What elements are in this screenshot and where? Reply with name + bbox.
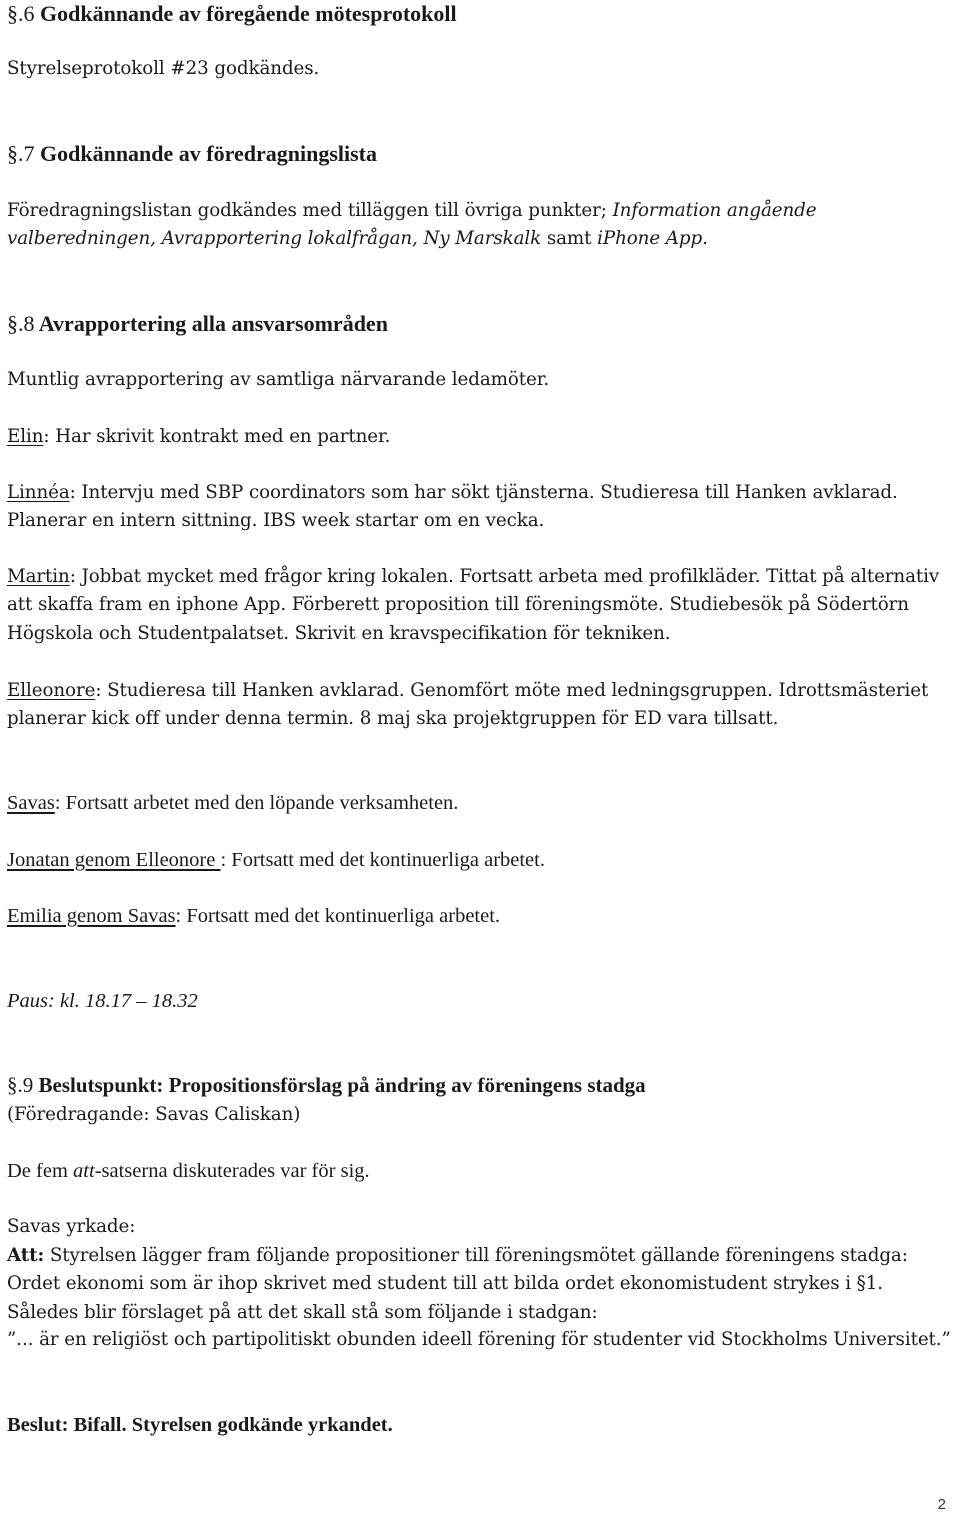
section-7-text xyxy=(7,197,953,254)
section-7-heading xyxy=(7,140,377,168)
member-name: Martin xyxy=(7,566,70,587)
report-martin xyxy=(7,563,953,648)
report-elin xyxy=(7,423,953,451)
motion-att: Att: xyxy=(7,1245,45,1266)
report-savas xyxy=(7,789,953,817)
page-number: 2 xyxy=(937,1496,946,1513)
section-6-heading xyxy=(7,0,457,28)
section-number: .8 xyxy=(18,311,35,336)
motion-body: Styrelsen lägger fram följande propositioner till föreningsmötet gällande föreningens stadga: Ordet ekonomi som är ihop skrivet med student till att bilda ordet ekonomistudent strykes i §1. Således blir förslaget på att det skall stå som följande i stadgan: xyxy=(7,1245,908,1323)
discussion-text-end: -satserna diskuterades var för sig. xyxy=(94,1160,370,1182)
statute-quote: ”... är en religiöst och partipolitiskt obunden ideell förening för studenter vid Stockholms Universitet.” xyxy=(7,1329,951,1350)
member-name: Linnéa xyxy=(7,482,70,503)
section-title: Godkännande av föregående mötesprotokoll xyxy=(40,1,457,26)
report-jonatan xyxy=(7,846,953,874)
report-text: : Fortsatt med det kontinuerliga arbetet. xyxy=(175,905,501,927)
member-name: Jonatan genom Elleonore xyxy=(7,849,221,871)
section-title: Avrapportering alla ansvarsområden xyxy=(38,311,388,336)
agenda-text: Föredragningslistan godkändes med tilläggen till övriga punkter; xyxy=(7,200,613,221)
member-name: Savas xyxy=(7,792,55,814)
report-linnea xyxy=(7,479,953,536)
agenda-item-iphone: iPhone App. xyxy=(597,228,708,250)
section-symbol: § xyxy=(7,141,18,166)
motion-text xyxy=(7,1242,953,1327)
section-9-heading xyxy=(7,1071,646,1099)
section-6-text: Styrelseprotokoll #23 godkändes. xyxy=(7,58,320,79)
section-title: Godkännande av föredragningslista xyxy=(40,141,378,166)
section-9-discussion xyxy=(7,1157,953,1185)
report-text: : Intervju med SBP coordinators som har sökt tjänsterna. Studieresa till Hanken avklarad. Planerar en intern sittning. IBS week startar om en vecka. xyxy=(7,482,898,532)
section-9-presenter: (Föredragande: Savas Caliskan) xyxy=(7,1104,301,1125)
report-text: : Fortsatt arbetet med den löpande verksamheten. xyxy=(54,792,459,814)
member-name: Emilia genom Savas xyxy=(7,905,176,927)
report-elleonore xyxy=(7,677,953,734)
section-title: Beslutspunkt: Propositionsförslag på ändring av föreningens stadga xyxy=(38,1073,646,1097)
section-number: .7 xyxy=(18,141,35,166)
pause-note: Paus: kl. 18.17 – 18.32 xyxy=(7,990,198,1012)
section-number: .6 xyxy=(18,1,35,26)
motion-label: Savas yrkade: xyxy=(7,1216,136,1237)
section-symbol: § xyxy=(7,1073,18,1097)
report-emilia xyxy=(7,902,953,930)
agenda-items: Information angående valberedningen, Avrapportering lokalfrågan, Ny Marskalk xyxy=(7,200,817,250)
member-name: Elleonore xyxy=(7,680,96,701)
section-number: .9 xyxy=(17,1073,34,1097)
section-8-intro: Muntlig avrapportering av samtliga närvarande ledamöter. xyxy=(7,369,550,390)
report-text: : Studieresa till Hanken avklarad. Genomfört möte med ledningsgruppen. Idrottsmästeriet planerar kick off under denna termin. 8 maj ska projektgruppen för ED vara tillsatt. xyxy=(7,680,929,730)
report-text: : Har skrivit kontrakt med en partner. xyxy=(43,426,391,447)
discussion-att: att xyxy=(73,1160,95,1182)
section-8-heading xyxy=(7,310,388,338)
report-text: : Fortsatt med det kontinuerliga arbetet. xyxy=(220,849,545,871)
decision: Beslut: Bifall. Styrelsen godkände yrkandet. xyxy=(7,1414,393,1436)
discussion-text: De fem xyxy=(7,1160,74,1182)
member-name: Elin xyxy=(7,426,44,447)
section-symbol: § xyxy=(7,311,18,336)
report-text: : Jobbat mycket med frågor kring lokalen. Fortsatt arbeta med profilkläder. Tittat på alternativ att skaffa fram en iphone App. Förberett proposition till föreningsmöte. Studiebesök på Södertörn Högskola och Studentpalatset. Skrivit en kravspecifikation för tekniken. xyxy=(7,566,940,644)
agenda-text-mid: samt xyxy=(541,228,598,250)
section-symbol: § xyxy=(7,1,18,26)
